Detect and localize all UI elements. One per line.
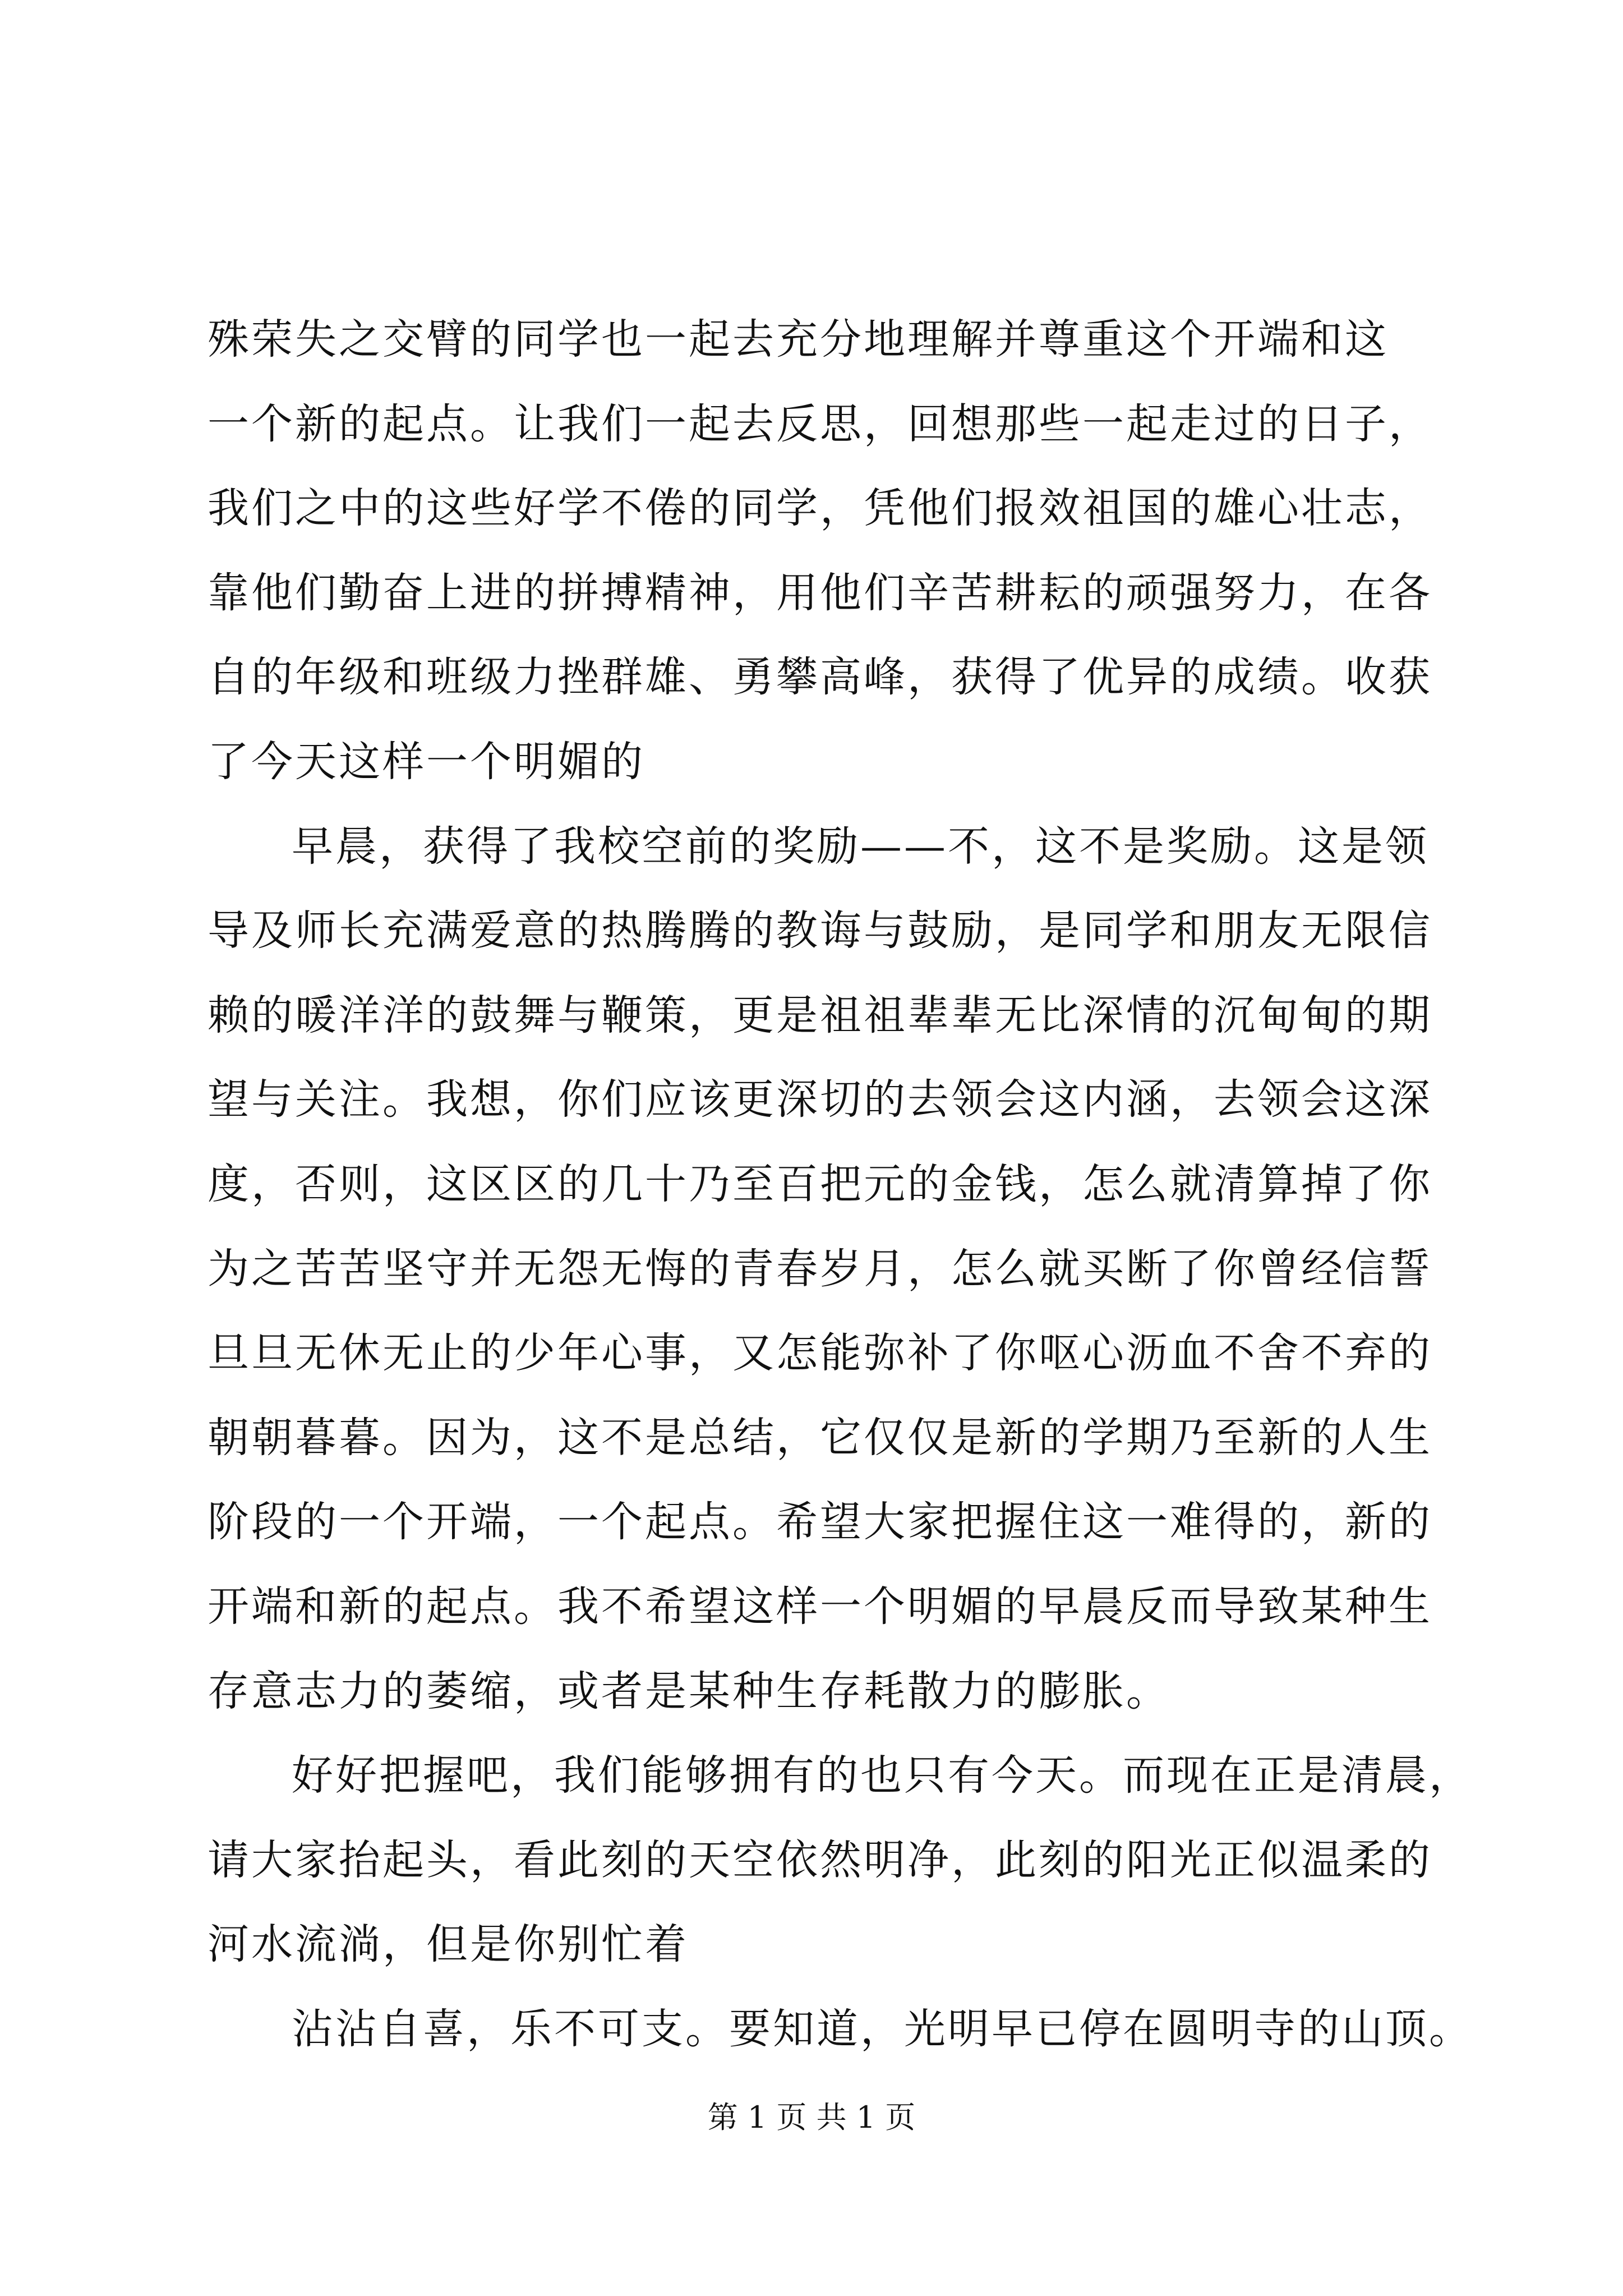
text-line: 赖的暖洋洋的鼓舞与鞭策，更是祖祖辈辈无比深情的沉甸甸的期 bbox=[208, 991, 1432, 1039]
text-line: 为之苦苦坚守并无怨无悔的青春岁月，怎么就买断了你曾经信誓 bbox=[208, 1244, 1432, 1293]
text-line: 望与关注。我想，你们应该更深切的去领会这内涵，去领会这深 bbox=[208, 1075, 1432, 1124]
paragraph-start-line: 早晨，获得了我校空前的奖励——不，这不是奖励。这是领 bbox=[292, 822, 1429, 871]
text-line: 一个新的起点。让我们一起去反思，回想那些一起走过的日子， bbox=[208, 399, 1432, 448]
text-line: 我们之中的这些好学不倦的同学，凭他们报效祖国的雄心壮志， bbox=[208, 484, 1432, 533]
page-footer bbox=[0, 2098, 1623, 2137]
page-number: 第 1 页 共 1 页 bbox=[707, 2100, 916, 2135]
text-line: 阶段的一个开端，一个起点。希望大家把握住这一难得的，新的 bbox=[208, 1498, 1432, 1547]
paragraph-start-line: 沾沾自喜，乐不可支。要知道，光明早已停在圆明寺的山顶。 bbox=[292, 2004, 1473, 2053]
paragraph-start-line: 好好把握吧，我们能够拥有的也只有今天。而现在正是清晨， bbox=[292, 1751, 1473, 1800]
text-line: 自的年级和班级力挫群雄、勇攀高峰，获得了优异的成绩。收获 bbox=[208, 653, 1432, 702]
text-line: 度，否则，这区区的几十乃至百把元的金钱，怎么就清算掉了你 bbox=[208, 1159, 1432, 1208]
text-line: 存意志力的萎缩，或者是某种生存耗散力的膨胀。 bbox=[208, 1667, 1170, 1715]
document-body bbox=[208, 297, 1473, 2071]
text-line: 了今天这样一个明媚的 bbox=[208, 737, 645, 786]
text-line: 请大家抬起头，看此刻的天空依然明净，此刻的阳光正似温柔的 bbox=[208, 1835, 1432, 1884]
text-line: 殊荣失之交臂的同学也一起去充分地理解并尊重这个开端和这 bbox=[208, 315, 1389, 364]
text-line: 导及师长充满爱意的热腾腾的教诲与鼓励，是同学和朋友无限信 bbox=[208, 907, 1432, 955]
text-line: 靠他们勤奋上进的拼搏精神，用他们辛苦耕耘的顽强努力，在各 bbox=[208, 568, 1432, 617]
text-line: 旦旦无休无止的少年心事，又怎能弥补了你呕心沥血不舍不弃的 bbox=[208, 1329, 1432, 1378]
text-line: 河水流淌，但是你别忙着 bbox=[208, 1920, 689, 1969]
text-line: 朝朝暮暮。因为，这不是总结，它仅仅是新的学期乃至新的人生 bbox=[208, 1413, 1432, 1462]
text-line: 开端和新的起点。我不希望这样一个明媚的早晨反而导致某种生 bbox=[208, 1582, 1432, 1631]
